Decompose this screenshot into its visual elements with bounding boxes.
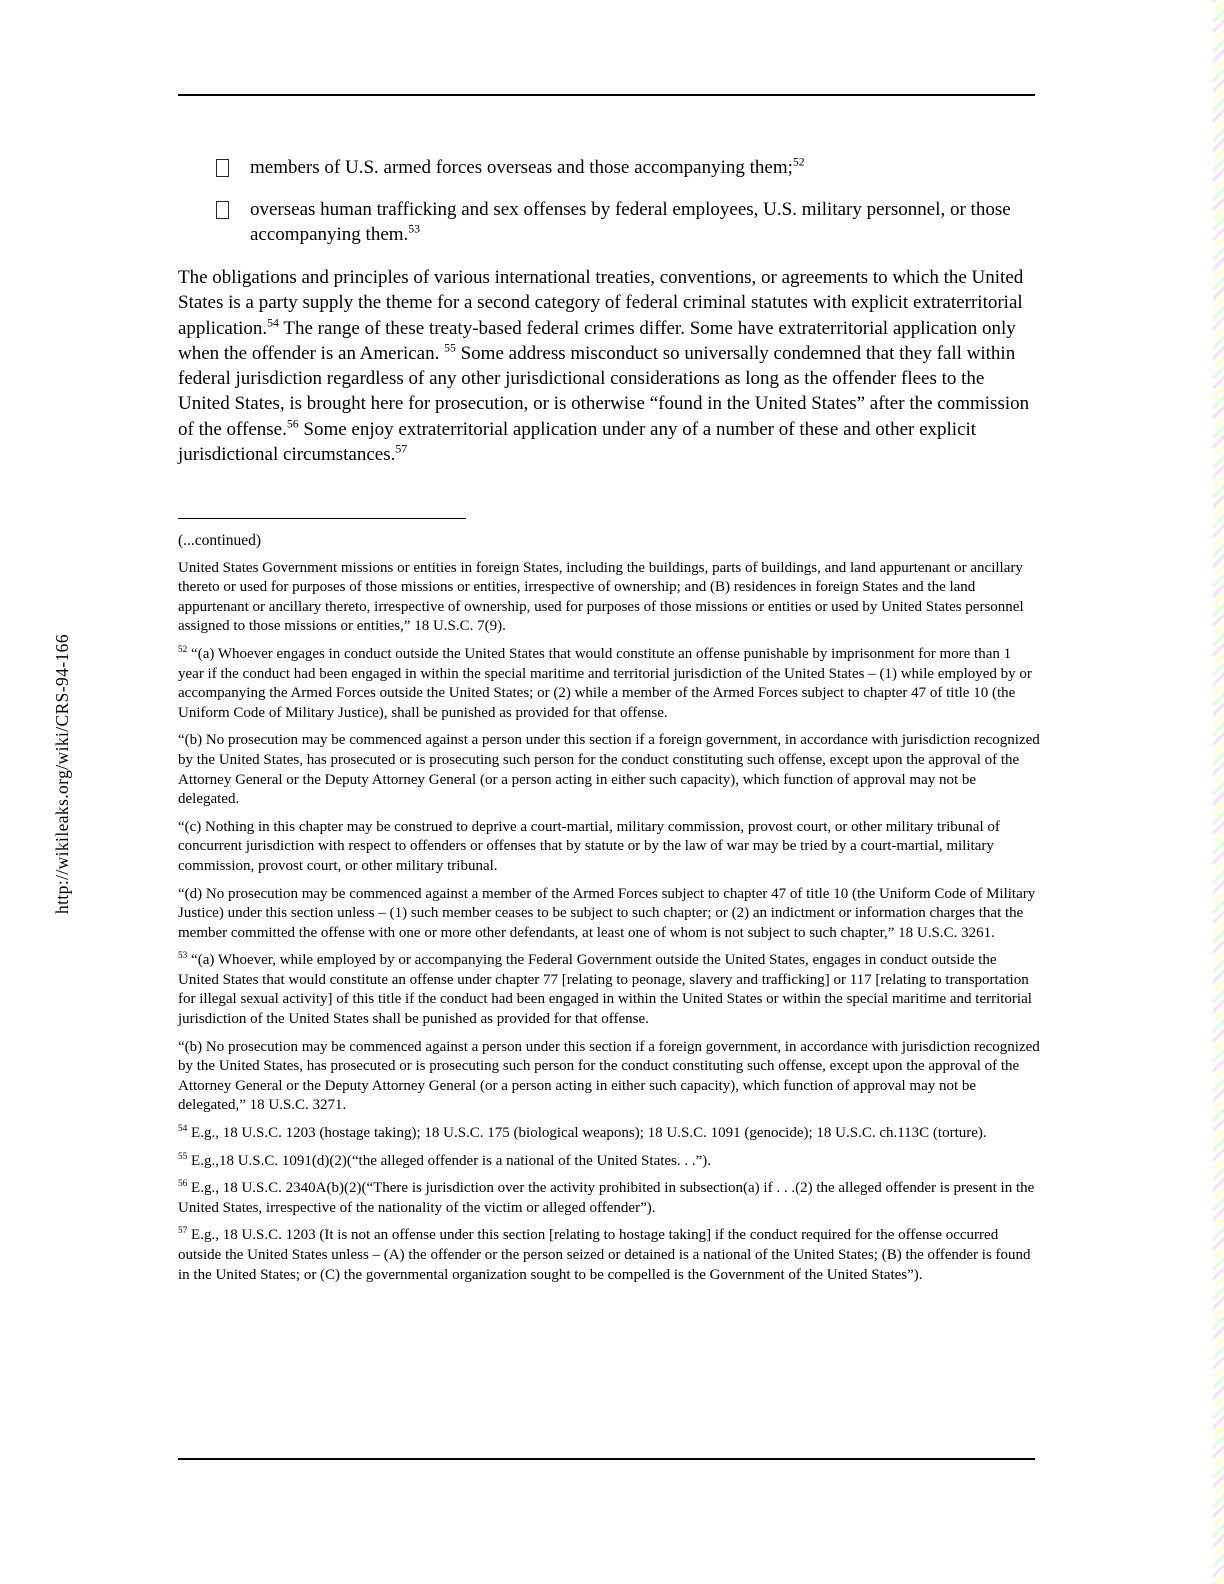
- footnote-paragraph: $^{57}$ E.g., 18 U.S.C. 1203 (It is not an offense under this section [relating to hostage taking] if the conduct required for the offense occurred outside the United States unless – (A) the offender or the person seized or detained is a national of the United States; (B) the offender is found in the United States; or (C) the governmental organization sought to be compelled is the Government of the United States”).: [178, 1226, 1031, 1283]
- footnote-paragraph: “(b) No prosecution may be commenced against a person under this section if a foreign government, in accordance with jurisdiction recognized by the United States, has prosecuted or is prosecuting such person for the conduct constituting such offense, except upon the approval of the Attorney General or the Deputy Attorney General (or a person acting in either such capacity), which function of approval may not be delegated,” 18 U.S.C. 3271.: [178, 1038, 1040, 1114]
- footnote-number: 56: [178, 1179, 188, 1190]
- footnote-reference: 56: [286, 417, 299, 431]
- bullet-item: members of U.S. armed forces overseas and those accompanying them;$^{52}$: [178, 155, 1038, 180]
- footnote-paragraph: $^{56}$ E.g., 18 U.S.C. 2340A(b)(2)(“There is jurisdiction over the activity prohibited in subsection(a) if . . .(2) the alleged offender is present in the United States, irrespective of the nationality of the victim or alleged offender”).: [178, 1179, 1035, 1216]
- footnote-number: 52: [178, 644, 188, 655]
- footnote-reference: 54: [267, 316, 279, 330]
- body-paragraph: The obligations and principles of various international treaties, conventions, or agreements to which the United States is a party supply the theme for a second category of federal criminal statutes with explicit extraterritorial application.$^{54}$ The range of these treaty-based federal crimes differ. Some have extraterritorial application only when the offender is an American. $^{55}$ Some address misconduct so universally condemned that they fall within federal jurisdiction regardless of any other jurisdictional considerations as long as the offender flees to the United States, is brought here for prosecution, or is otherwise “found in the United States” after the commission of the offense.$^{56}$ Some enjoy extraterritorial application under any of a number of these and other explicit jurisdictional circumstances.$^{57}$: [178, 267, 1030, 466]
- bullet-list: [178, 155, 1038, 247]
- footnote-continued-label: (...continued): [178, 532, 262, 549]
- footnote-paragraph: “(c) Nothing in this chapter may be construed to deprive a court-martial, military commission, provost court, or other military tribunal of concurrent jurisdiction with respect to offenders or offenses that by statute or by the law of war may be tried by a court-martial, military commission, provost court, or other military tribunal.: [178, 818, 1000, 874]
- footnote-paragraph: $^{54}$ E.g., 18 U.S.C. 1203 (hostage taking); 18 U.S.C. 175 (biological weapons); 18 U.S.C. 1091 (genocide); 18 U.S.C. ch.113C (torture).: [178, 1124, 987, 1142]
- footnote-number: 57: [178, 1226, 188, 1237]
- page-edge-watermark: [1213, 0, 1224, 1584]
- bullet-glyph-icon: [216, 159, 229, 177]
- bottom-rule: [178, 1458, 1035, 1460]
- footnote-reference: 52: [792, 155, 805, 169]
- footnote-paragraph: $^{52}$ “(a) Whoever engages in conduct outside the United States that would constitute an offense punishable by imprisonment for more than 1 year if the conduct had been engaged in within the special maritime and territorial jurisdiction of the United States – (1) while employed by or accompanying the Armed Forces outside the United States; or (2) while a member of the Armed Forces subject to chapter 47 of title 10 (the Uniform Code of Military Justice), shall be punished as provided for that offense.: [178, 644, 1032, 721]
- footnote-reference: 53: [408, 222, 421, 236]
- footnote-paragraph: “(d) No prosecution may be commenced against a member of the Armed Forces subject to chapter 47 of title 10 (the Uniform Code of Military Justice) under this section unless – (1) such member ceases to be subject to such chapter; or (2) an indictment or information charges that the member committed the offense with one or more other defendants, at least one of whom is not subject to such chapter,” 18 U.S.C. 3261.: [178, 885, 1036, 941]
- footnote-paragraph: $^{55}$ E.g.,18 U.S.C. 1091(d)(2)(“the alleged offender is a national of the United States. . .”).: [178, 1151, 712, 1169]
- footnote-list: [178, 645, 1040, 1285]
- footnotes-section: [178, 518, 1040, 1285]
- footnote-number: 53: [178, 951, 188, 962]
- bullet-item: overseas human trafficking and sex offenses by federal employees, U.S. military personnel, or those accompanying them.$^{53}$: [178, 197, 1038, 247]
- footnote-continued-text: United States Government missions or entities in foreign States, including the buildings, parts of buildings, and land appurtenant or ancillary thereto or used for purposes of those missions or entities, irrespective of ownership; and (B) residences in foreign States and the land appurtenant or ancillary thereto, irrespective of ownership, used for purposes of those missions or entities or used by United States personnel assigned to those missions or entities,” 18 U.S.C. 7(9).: [178, 559, 1024, 635]
- footnote-separator-rule: [178, 518, 466, 519]
- footnote-paragraph: $^{53}$ “(a) Whoever, while employed by or accompanying the Federal Government outside the United States, engages in conduct outside the United States that would constitute an offense under chapter 77 [relating to peonage, slavery and trafficking] or 117 [relating to transportation for illegal sexual activity] of this title if the conduct had been engaged in within the United States or within the special maritime and territorial jurisdiction of the United States shall be punished as provided for that offense.: [178, 951, 1032, 1028]
- footnote-reference: 55: [444, 341, 456, 355]
- top-rule: [178, 94, 1035, 96]
- footnote-reference: 57: [395, 442, 408, 456]
- bullet-glyph-icon: [216, 201, 229, 219]
- page-content: [178, 155, 1038, 467]
- footnote-paragraph: “(b) No prosecution may be commenced against a person under this section if a foreign government, in accordance with jurisdiction recognized by the United States, has prosecuted or is prosecuting such person for the conduct constituting such offense, except upon the approval of the Attorney General or the Deputy Attorney General (or a person acting in either such capacity), which function of approval may not be delegated.: [178, 732, 1040, 808]
- sidebar-source-url: http://wikileaks.org/wiki/CRS-94-166: [52, 634, 72, 914]
- footnote-number: 55: [178, 1151, 188, 1162]
- footnote-number: 54: [178, 1124, 188, 1135]
